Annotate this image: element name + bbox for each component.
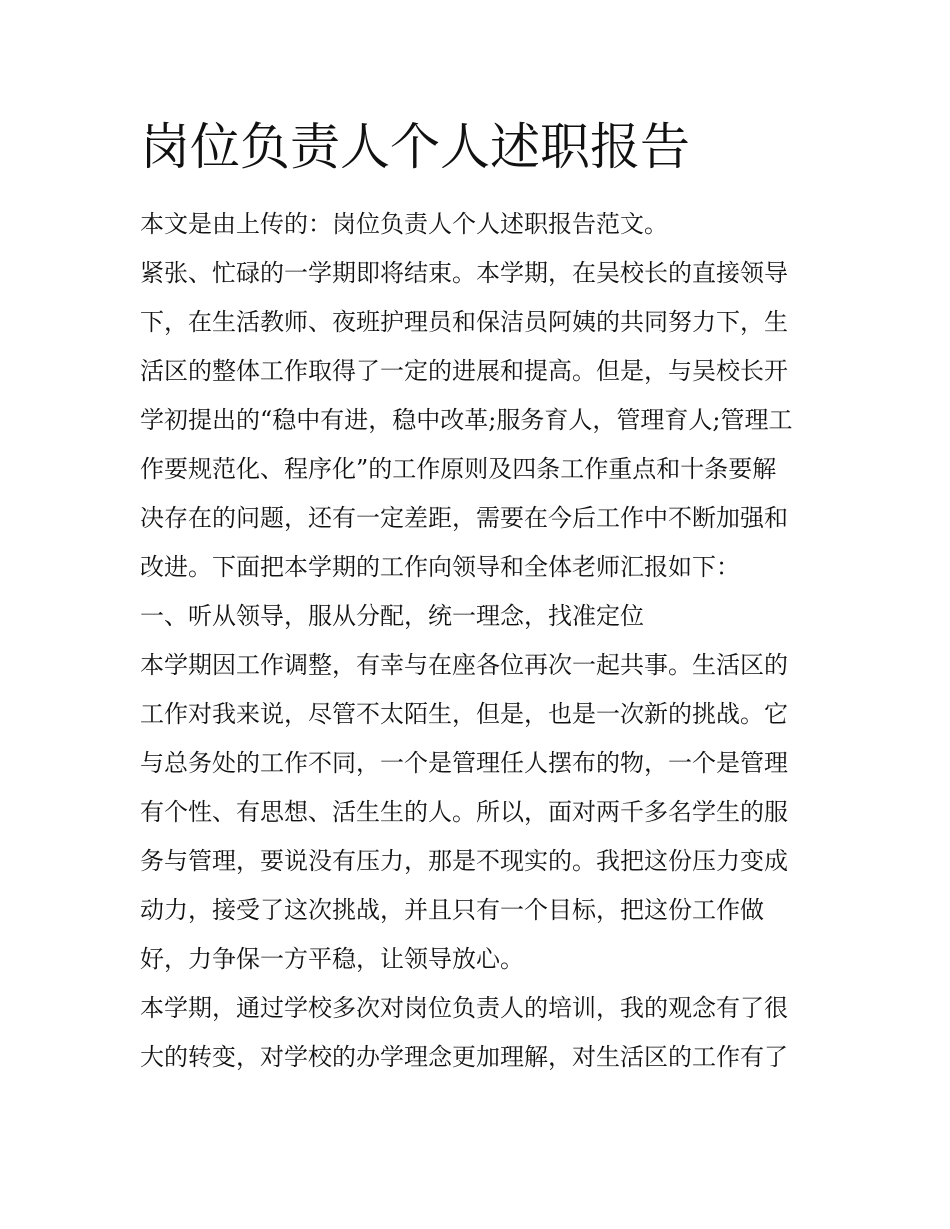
- text-line: 工作对我来说，尽管不太陌生，但是，也是一次新的挑战。它: [140, 700, 788, 728]
- text-line: 大的转变，对学校的办学理念更加理解，对生活区的工作有了: [140, 1043, 788, 1071]
- text-line: 紧张、忙碌的一学期即将结束。本学期，在吴校长的直接领导: [140, 259, 788, 287]
- text-line: 改进。下面把本学期的工作向领导和全体老师汇报如下：: [140, 553, 740, 581]
- text-line: 有个性、有思想、活生生的人。所以，面对两千多名学生的服: [140, 798, 788, 826]
- document-title: 岗位负责人个人述职报告: [140, 118, 690, 176]
- section-heading: 一、听从领导，服从分配，统一理念，找准定位: [140, 602, 644, 630]
- text-line: 作要规范化、程序化”的工作原则及四条工作重点和十条要解: [140, 455, 777, 483]
- text-line: 活区的整体工作取得了一定的进展和提高。但是，与吴校长开: [140, 357, 788, 385]
- text-line: 动力，接受了这次挑战，并且只有一个目标，把这份工作做: [140, 896, 764, 924]
- text-line: 决存在的问题，还有一定差距，需要在今后工作中不断加强和: [140, 504, 788, 532]
- text-line: 本学期因工作调整，有幸与在座各位再次一起共事。生活区的: [140, 651, 788, 679]
- text-line: 下，在生活教师、夜班护理员和保洁员阿姨的共同努力下，生: [140, 308, 788, 336]
- text-line: 好，力争保一方平稳，让领导放心。: [140, 945, 524, 973]
- text-line: 学初提出的“稳中有进，稳中改革;服务育人，管理育人;管理工: [140, 406, 793, 434]
- text-line: 务与管理，要说没有压力，那是不现实的。我把这份压力变成: [140, 847, 788, 875]
- text-line: 本学期，通过学校多次对岗位负责人的培训，我的观念有了很: [140, 994, 788, 1022]
- text-line: 与总务处的工作不同，一个是管理任人摆布的物，一个是管理: [140, 749, 788, 777]
- text-line: 本文是由上传的：岗位负责人个人述职报告范文。: [140, 210, 668, 238]
